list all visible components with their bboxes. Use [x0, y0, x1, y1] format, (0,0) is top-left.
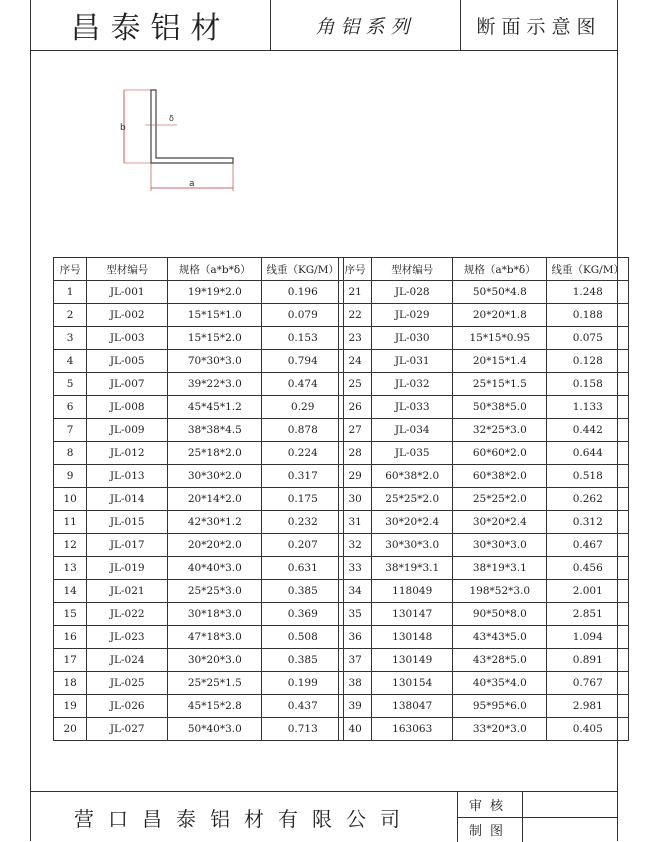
table-header-row: [54, 258, 344, 281]
cell-profile-code: 130154: [372, 672, 453, 695]
cell-spec: 38*38*4.5: [168, 419, 262, 442]
cell-index: 20: [54, 718, 87, 741]
dim-a-label: a: [189, 179, 195, 189]
cell-spec: 20*15*1.4: [453, 350, 547, 373]
cell-spec: 32*25*3.0: [453, 419, 547, 442]
angle-profile-diagram: [121, 85, 281, 195]
spec-table-right: [338, 257, 629, 741]
cell-weight: 1.094: [547, 626, 629, 649]
table-row: [54, 695, 344, 718]
table-row: [54, 488, 344, 511]
review-signature-field: [523, 792, 617, 817]
cell-profile-code: 130149: [372, 649, 453, 672]
cell-profile-code: 30*30*3.0: [372, 534, 453, 557]
cell-weight: 0.405: [547, 718, 629, 741]
cell-index: 9: [54, 465, 87, 488]
table-row: [54, 580, 344, 603]
cell-weight: 0.518: [547, 465, 629, 488]
cell-weight: 0.474: [262, 373, 344, 396]
cell-index: 7: [54, 419, 87, 442]
cell-weight: 0.158: [547, 373, 629, 396]
cell-index: 33: [339, 557, 372, 580]
cell-profile-code: JL-032: [372, 373, 453, 396]
table-row: [339, 419, 629, 442]
cell-index: 27: [339, 419, 372, 442]
cell-weight: 0.175: [262, 488, 344, 511]
cell-spec: 50*38*5.0: [453, 396, 547, 419]
cell-index: 11: [54, 511, 87, 534]
company-title: 昌泰铝材: [31, 0, 271, 50]
cell-weight: 1.248: [547, 281, 629, 304]
table-row: [54, 649, 344, 672]
cell-profile-code: JL-026: [87, 695, 168, 718]
cell-weight: 0.188: [547, 304, 629, 327]
cell-profile-code: 163063: [372, 718, 453, 741]
cell-weight: 2.981: [547, 695, 629, 718]
cell-profile-code: JL-015: [87, 511, 168, 534]
cell-index: 26: [339, 396, 372, 419]
cell-profile-code: JL-014: [87, 488, 168, 511]
footer-company-name: 营口昌泰铝材有限公司: [31, 792, 458, 842]
cell-spec: 50*40*3.0: [168, 718, 262, 741]
cell-profile-code: JL-008: [87, 396, 168, 419]
table-row: [339, 580, 629, 603]
cell-profile-code: 130148: [372, 626, 453, 649]
table-row: [339, 396, 629, 419]
cell-spec: 30*20*2.4: [453, 511, 547, 534]
cell-spec: 40*40*3.0: [168, 557, 262, 580]
cell-profile-code: JL-031: [372, 350, 453, 373]
cell-weight: 0.713: [262, 718, 344, 741]
cell-spec: 45*15*2.8: [168, 695, 262, 718]
cell-weight: 0.224: [262, 442, 344, 465]
cell-index: 19: [54, 695, 87, 718]
cell-weight: 0.079: [262, 304, 344, 327]
cell-weight: 1.133: [547, 396, 629, 419]
cell-weight: 0.385: [262, 580, 344, 603]
cell-index: 30: [339, 488, 372, 511]
review-label: 审核: [458, 792, 523, 817]
cell-index: 8: [54, 442, 87, 465]
cell-index: 15: [54, 603, 87, 626]
cell-index: 40: [339, 718, 372, 741]
table-row: [54, 534, 344, 557]
cell-index: 12: [54, 534, 87, 557]
cell-weight: 0.312: [547, 511, 629, 534]
cell-spec: 70*30*3.0: [168, 350, 262, 373]
table-row: [54, 442, 344, 465]
cell-spec: 19*19*2.0: [168, 281, 262, 304]
cell-spec: 15*15*1.0: [168, 304, 262, 327]
cell-spec: 60*60*2.0: [453, 442, 547, 465]
cell-index: 38: [339, 672, 372, 695]
cell-profile-code: 138047: [372, 695, 453, 718]
cell-index: 24: [339, 350, 372, 373]
cell-weight: 0.196: [262, 281, 344, 304]
cell-index: 5: [54, 373, 87, 396]
table-row: [54, 603, 344, 626]
cell-profile-code: JL-025: [87, 672, 168, 695]
footer-block: [31, 791, 617, 842]
table-row: [339, 350, 629, 373]
table-row: [339, 281, 629, 304]
angle-profile-shape: [151, 90, 233, 163]
cell-spec: 39*22*3.0: [168, 373, 262, 396]
table-row: [339, 695, 629, 718]
cell-spec: 45*45*1.2: [168, 396, 262, 419]
cell-spec: 60*38*2.0: [453, 465, 547, 488]
cell-weight: 0.456: [547, 557, 629, 580]
cell-spec: 95*95*6.0: [453, 695, 547, 718]
cell-weight: 0.075: [547, 327, 629, 350]
cell-profile-code: JL-034: [372, 419, 453, 442]
spec-table-left: [53, 257, 344, 741]
cell-spec: 20*14*2.0: [168, 488, 262, 511]
cell-index: 23: [339, 327, 372, 350]
cell-profile-code: JL-027: [87, 718, 168, 741]
cell-weight: 0.369: [262, 603, 344, 626]
cell-profile-code: JL-001: [87, 281, 168, 304]
cell-profile-code: JL-019: [87, 557, 168, 580]
cell-spec: 47*18*3.0: [168, 626, 262, 649]
drawing-sheet: [30, 0, 618, 841]
table-row: [339, 672, 629, 695]
cell-index: 25: [339, 373, 372, 396]
cell-spec: 43*28*5.0: [453, 649, 547, 672]
cell-weight: 0.442: [547, 419, 629, 442]
view-title: 断面示意图: [461, 0, 617, 50]
cell-profile-code: 130147: [372, 603, 453, 626]
table-row: [54, 373, 344, 396]
cell-weight: 0.794: [262, 350, 344, 373]
cell-index: 10: [54, 488, 87, 511]
cell-index: 13: [54, 557, 87, 580]
cell-weight: 0.207: [262, 534, 344, 557]
cell-index: 32: [339, 534, 372, 557]
cell-profile-code: JL-005: [87, 350, 168, 373]
cell-spec: 30*30*3.0: [453, 534, 547, 557]
cell-profile-code: JL-022: [87, 603, 168, 626]
cell-profile-code: 118049: [372, 580, 453, 603]
cell-weight: 2.001: [547, 580, 629, 603]
cell-spec: 90*50*8.0: [453, 603, 547, 626]
cell-profile-code: JL-007: [87, 373, 168, 396]
table-row: [54, 511, 344, 534]
cell-index: 1: [54, 281, 87, 304]
cell-weight: 0.437: [262, 695, 344, 718]
table-header-row: [339, 258, 629, 281]
table-row: [339, 327, 629, 350]
cell-profile-code: JL-002: [87, 304, 168, 327]
cell-index: 3: [54, 327, 87, 350]
cell-spec: 30*30*2.0: [168, 465, 262, 488]
cell-profile-code: 25*25*2.0: [372, 488, 453, 511]
cell-weight: 0.199: [262, 672, 344, 695]
cell-profile-code: JL-023: [87, 626, 168, 649]
col-header-weight: 线重（KG/M）: [547, 258, 629, 281]
table-row: [339, 718, 629, 741]
table-row: [339, 442, 629, 465]
cell-spec: 15*15*2.0: [168, 327, 262, 350]
cell-weight: 0.644: [547, 442, 629, 465]
cell-weight: 0.232: [262, 511, 344, 534]
table-row: [54, 465, 344, 488]
cell-weight: 0.317: [262, 465, 344, 488]
cell-profile-code: JL-028: [372, 281, 453, 304]
cell-spec: 20*20*1.8: [453, 304, 547, 327]
cell-weight: 0.385: [262, 649, 344, 672]
col-header-weight: 线重（KG/M）: [262, 258, 344, 281]
table-row: [54, 626, 344, 649]
cell-weight: 0.467: [547, 534, 629, 557]
cell-weight: 0.878: [262, 419, 344, 442]
cell-spec: 40*35*4.0: [453, 672, 547, 695]
table-row: [54, 718, 344, 741]
cell-spec: 20*20*2.0: [168, 534, 262, 557]
cell-profile-code: JL-024: [87, 649, 168, 672]
cell-spec: 30*20*3.0: [168, 649, 262, 672]
cell-index: 21: [339, 281, 372, 304]
cell-spec: 15*15*0.95: [453, 327, 547, 350]
cell-index: 28: [339, 442, 372, 465]
table-row: [54, 281, 344, 304]
cell-spec: 25*25*1.5: [168, 672, 262, 695]
cell-spec: 25*25*3.0: [168, 580, 262, 603]
table-row: [339, 488, 629, 511]
cell-weight: 0.508: [262, 626, 344, 649]
cell-spec: 50*50*4.8: [453, 281, 547, 304]
cell-index: 17: [54, 649, 87, 672]
table-row: [54, 396, 344, 419]
cell-weight: 0.891: [547, 649, 629, 672]
cell-spec: 43*43*5.0: [453, 626, 547, 649]
dim-b-label: b: [120, 123, 126, 133]
col-header-spec: 规格（a*b*δ）: [168, 258, 262, 281]
cell-weight: 0.128: [547, 350, 629, 373]
cell-profile-code: JL-017: [87, 534, 168, 557]
col-header-profile-code: 型材编号: [87, 258, 168, 281]
cell-index: 22: [339, 304, 372, 327]
col-header-spec: 规格（a*b*δ）: [453, 258, 547, 281]
table-row: [54, 350, 344, 373]
table-row: [339, 511, 629, 534]
cell-weight: 0.29: [262, 396, 344, 419]
cell-index: 14: [54, 580, 87, 603]
table-row: [54, 557, 344, 580]
cell-index: 2: [54, 304, 87, 327]
table-row: [54, 304, 344, 327]
cell-spec: 38*19*3.1: [453, 557, 547, 580]
cell-weight: 2.851: [547, 603, 629, 626]
cell-index: 16: [54, 626, 87, 649]
cell-weight: 0.262: [547, 488, 629, 511]
table-row: [339, 557, 629, 580]
col-header-index: 序号: [54, 258, 87, 281]
cell-profile-code: JL-035: [372, 442, 453, 465]
cell-profile-code: JL-009: [87, 419, 168, 442]
table-row: [339, 534, 629, 557]
table-row: [339, 304, 629, 327]
cell-index: 35: [339, 603, 372, 626]
cell-index: 34: [339, 580, 372, 603]
cell-spec: 25*15*1.5: [453, 373, 547, 396]
cell-spec: 30*18*3.0: [168, 603, 262, 626]
table-row: [54, 419, 344, 442]
col-header-index: 序号: [339, 258, 372, 281]
table-row: [339, 626, 629, 649]
table-row: [339, 465, 629, 488]
cell-index: 29: [339, 465, 372, 488]
table-row: [54, 327, 344, 350]
draw-label: 制图: [458, 818, 523, 842]
cell-profile-code: 60*38*2.0: [372, 465, 453, 488]
cell-index: 36: [339, 626, 372, 649]
cell-weight: 0.767: [547, 672, 629, 695]
cell-spec: 33*20*3.0: [453, 718, 547, 741]
cell-profile-code: JL-033: [372, 396, 453, 419]
cell-spec: 198*52*3.0: [453, 580, 547, 603]
cell-index: 37: [339, 649, 372, 672]
title-block: [31, 0, 617, 51]
cell-profile-code: 38*19*3.1: [372, 557, 453, 580]
dim-delta-label: δ: [169, 114, 174, 123]
cell-index: 4: [54, 350, 87, 373]
cell-profile-code: JL-012: [87, 442, 168, 465]
cell-spec: 25*18*2.0: [168, 442, 262, 465]
series-title: 角铝系列: [271, 0, 461, 50]
cell-profile-code: JL-030: [372, 327, 453, 350]
cell-index: 6: [54, 396, 87, 419]
cell-index: 39: [339, 695, 372, 718]
draw-signature-field: [523, 818, 617, 842]
cell-profile-code: JL-029: [372, 304, 453, 327]
table-row: [339, 373, 629, 396]
signature-block: [458, 792, 617, 842]
col-header-profile-code: 型材编号: [372, 258, 453, 281]
table-row: [339, 603, 629, 626]
cell-profile-code: JL-013: [87, 465, 168, 488]
cell-spec: 42*30*1.2: [168, 511, 262, 534]
cell-weight: 0.153: [262, 327, 344, 350]
cell-profile-code: JL-003: [87, 327, 168, 350]
cell-index: 31: [339, 511, 372, 534]
cell-weight: 0.631: [262, 557, 344, 580]
table-row: [339, 649, 629, 672]
cell-profile-code: 30*20*2.4: [372, 511, 453, 534]
cell-index: 18: [54, 672, 87, 695]
cell-spec: 25*25*2.0: [453, 488, 547, 511]
cell-profile-code: JL-021: [87, 580, 168, 603]
table-row: [54, 672, 344, 695]
